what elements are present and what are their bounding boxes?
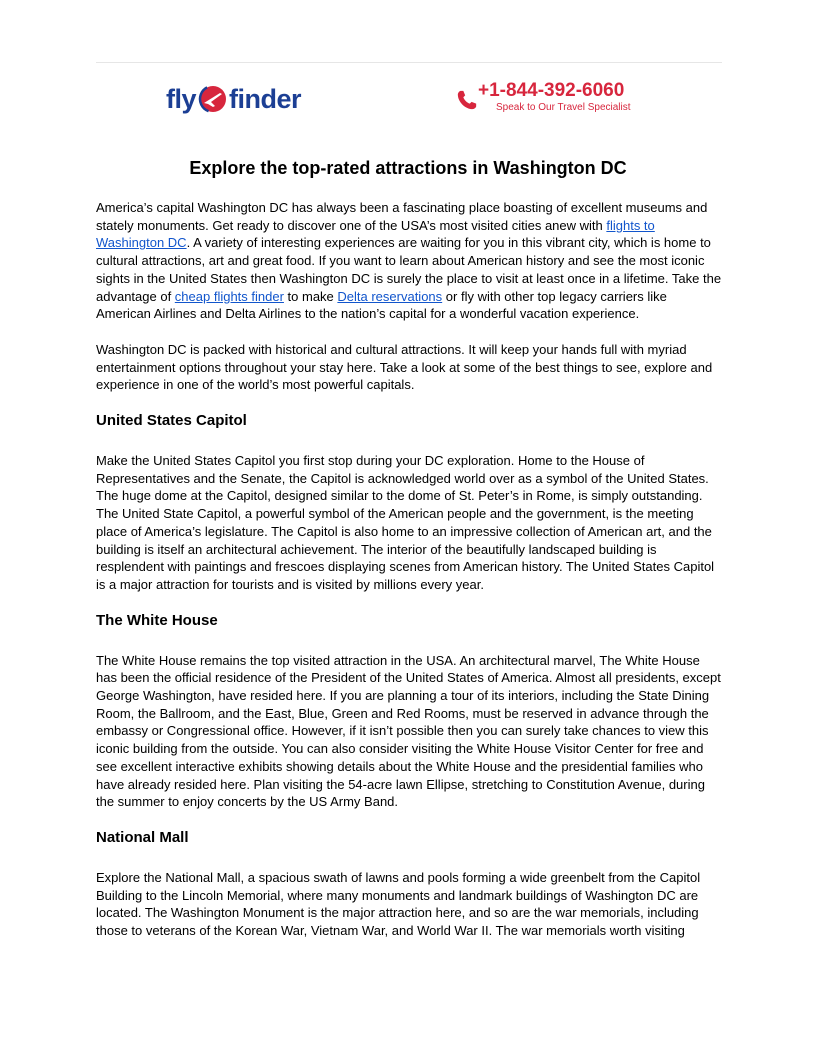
paragraph-national-mall: Explore the National Mall, a spacious swath of lawns and pools forming a wide greenbelt from the Capitol Building to the Lincoln Memorial, where many monuments and landmark buildings of Washington DC are located. The Washington Monument is the major attraction here, and so are the war memorials, including those to veterans of the Korean War, Vietnam War, and World War II. The war memorials worth visiting [96, 869, 701, 939]
phone-tagline: Speak to Our Travel Specialist [496, 102, 631, 113]
article-body [96, 199, 722, 958]
plane-globe-icon [198, 84, 228, 114]
intro-paragraph [96, 199, 722, 323]
flights-to-washington-link[interactable]: flights to Washington DC [96, 217, 655, 251]
intro-text-4: or fly with other top legacy carriers like American Airlines and Delta Airlines to the nation’s capital for a wonderful vacation experience. [96, 288, 667, 322]
paragraph-capitol: Make the United States Capitol you first stop during your DC exploration. Home to the House of Representatives and the Senate, the Capitol is acknowledged world over as a symbol of the United States. The huge dome at the Capitol, designed similar to the dome of St. Peter’s in Rome, is simply outstanding. The United State Capitol, a powerful symbol of the American people and the government, is the meeting place of America’s legislature. The Capitol is also home to an impressive collection of American art, and the building is itself an architectural achievement. The interior of the beautifully landscaped building is resplendent with paintings and frescoes displaying scenes from American history. The United States Capitol is a major attraction for tourists and is visited by millions every year. [96, 453, 715, 592]
heading-capitol: United States Capitol [96, 412, 247, 430]
delta-reservations-link[interactable]: Delta reservations [337, 288, 443, 304]
page-title: Explore the top-rated attractions in Washington DC [189, 158, 627, 178]
phone-icon [456, 88, 478, 112]
intro-text-1: America’s capital Washington DC has always been a fascinating place boasting of excellent museums and stately monuments. Get ready to discover one of the USA’s most visited cities anew with [96, 200, 708, 233]
logo-text-finder: finder [229, 83, 302, 114]
flyofinder-logo[interactable] [166, 82, 301, 116]
heading-national-mall: National Mall [96, 828, 189, 846]
intro-paragraph-2: Washington DC is packed with historical and cultural attractions. It will keep your hands full with myriad entertainment options throughout your stay here. Take a look at some of the best things to see, explore and experience in one of the world’s most powerful capitals. [96, 341, 713, 393]
top-divider [96, 62, 722, 63]
logo-text-fly: fly [166, 83, 197, 114]
heading-white-house: The White House [96, 611, 218, 629]
page-header [0, 78, 816, 122]
paragraph-white-house: The White House remains the top visited attraction in the USA. An architectural marvel, The White House has been the official residence of the President of the United States of America. Almost all presidents, except George Washington, have resided here. If you are planning a tour of its interiors, including the State Dining Room, the Ballroom, and the East, Blue, Green and Red Rooms, must be reserved in advance through the embassy or Congressional office. However, if it isn’t possible then you can surely take chances to view this iconic building from the outside. You can also consider visiting the White House Visitor Center for free and see excellent interactive exhibits showing details about the White House and the presidential families who have already resided here. Plan visiting the 54-acre lawn Ellipse, stretching to Constitution Avenue, during the summer to enjoy concerts by the US Army Band. [96, 652, 721, 810]
intro-text-2: . A variety of interesting experiences are waiting for you in this vibrant city, which is home to cultural attractions, art and great food. If you want to learn about American history and see the most iconic sights in the United States then Washington DC is surely the place to visit at least once in a lifetime. Take the advantage of [96, 235, 722, 304]
intro-text-3: to make [283, 288, 338, 304]
phone-number[interactable]: +1-844-392-6060 [478, 80, 625, 101]
cheap-flights-finder-link[interactable]: cheap flights finder [174, 288, 284, 304]
